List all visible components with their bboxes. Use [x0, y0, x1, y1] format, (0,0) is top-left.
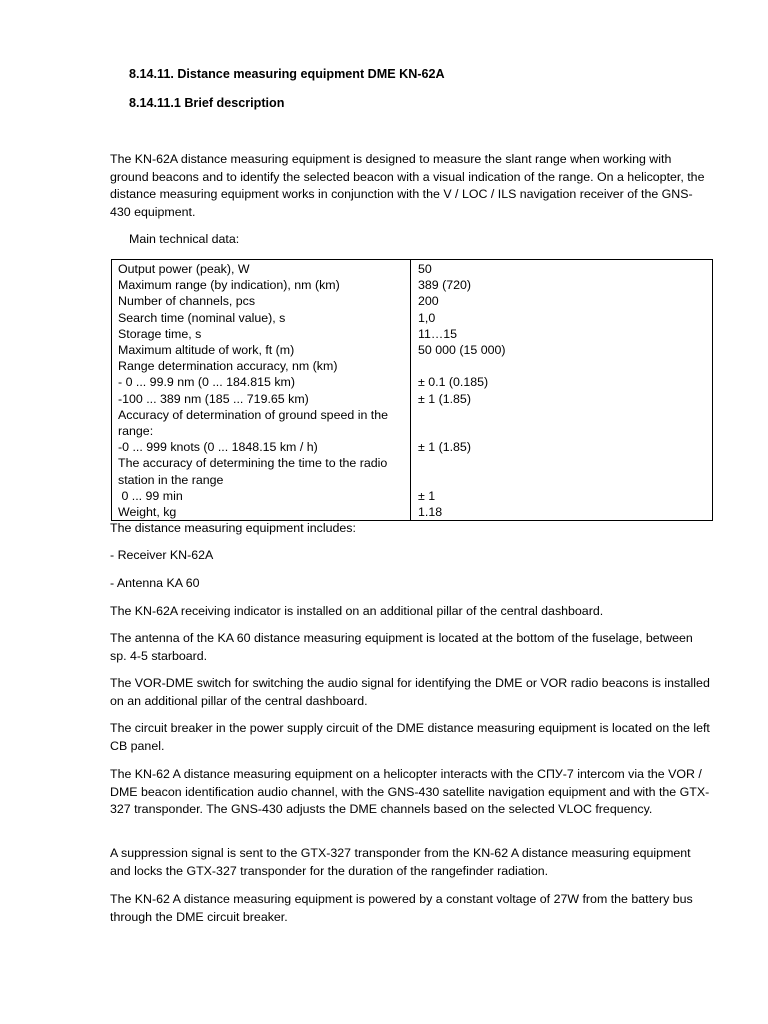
param-cell: Storage time, s — [118, 326, 202, 341]
value-cell — [418, 423, 712, 439]
param-cell: Maximum altitude of work, ft (m) — [118, 343, 295, 358]
value-cell: 11…15 — [418, 326, 458, 341]
param-cell: 0 ... 99 min — [118, 488, 183, 503]
body-paragraph: A suppression signal is sent to the GTX-327 transponder from the KN-62 A distance measuring equipment and locks the GTX-327 transponder for the duration of the rangefinder radiation. — [110, 846, 691, 878]
param-cell: Accuracy of determination of ground speed in the range: — [118, 407, 389, 439]
value-cell — [418, 407, 712, 423]
body-paragraph: The VOR-DME switch for switching the audio signal for identifying the DME or VOR radio beacons is installed on an additional pillar of the central dashboard. — [110, 676, 710, 708]
body-paragraph: The KN-62A receiving indicator is installed on an additional pillar of the central dashboard. — [110, 604, 604, 618]
value-cell: ± 1 (1.85) — [418, 391, 471, 406]
param-cell: Search time (nominal value), s — [118, 310, 286, 325]
intro-paragraph: The KN-62A distance measuring equipment is designed to measure the slant range when working with ground beacons and to identify the selected beacon with a visual indication of the range. On a helicopter, the distance measuring equipment works in conjunction with the V / LOC / ILS navigation receiver of the GNS-430 equipment. — [110, 152, 705, 219]
value-cell — [418, 358, 712, 374]
value-cell: ± 1 — [418, 488, 436, 503]
subsection-heading: 8.14.11.1 Brief description — [129, 96, 285, 110]
section-heading: 8.14.11. Distance measuring equipment DME KN-62A — [129, 67, 445, 81]
includes-item: - Antenna KA 60 — [110, 576, 200, 590]
value-cell: ± 1 (1.85) — [418, 440, 471, 455]
param-cell: Number of channels, pcs — [118, 294, 256, 309]
value-cell: 50 000 (15 000) — [418, 343, 506, 358]
value-cell — [418, 472, 712, 488]
main-data-label: Main technical data: — [129, 232, 240, 246]
param-cell: - 0 ... 99.9 nm (0 ... 184.815 km) — [118, 375, 295, 390]
param-cell: The accuracy of determining the time to the radio station in the range — [118, 456, 388, 487]
body-paragraph: The antenna of the KA 60 distance measuring equipment is located at the bottom of the fuselage, between sp. 4-5 starboard. — [110, 631, 693, 663]
value-cell: 1.18 — [418, 505, 443, 520]
table-param-column — [112, 260, 411, 521]
param-cell: -100 ... 389 nm (185 ... 719.65 km) — [118, 391, 309, 406]
includes-item: - Receiver KN-62A — [110, 548, 214, 562]
table-row — [112, 260, 713, 521]
value-cell — [418, 455, 712, 471]
param-cell: Range determination accuracy, nm (km) — [118, 359, 338, 374]
param-cell: -0 ... 999 knots (0 ... 1848.15 km / h) — [118, 440, 318, 455]
param-cell: Maximum range (by indication), nm (km) — [118, 278, 340, 293]
value-cell: 389 (720) — [418, 278, 472, 293]
technical-data-table — [111, 259, 713, 521]
value-cell: 50 — [418, 262, 432, 276]
param-cell: Weight, kg — [118, 505, 177, 520]
includes-label: The distance measuring equipment includes: — [110, 521, 356, 535]
body-paragraph: The circuit breaker in the power supply circuit of the DME distance measuring equipment is located on the left CB panel. — [110, 721, 710, 753]
value-cell: 200 — [418, 294, 439, 309]
body-paragraph: The KN-62 A distance measuring equipment on a helicopter interacts with the СПУ-7 intercom via the VOR / DME beacon identification audio channel, with the GNS-430 satellite navigation equipment and with the GTX-327 transponder. The GNS-430 adjusts the DME channels based on the selected VLOC frequency. — [110, 767, 710, 816]
param-cell: Output power (peak), W — [118, 262, 250, 276]
table-value-column — [411, 260, 713, 521]
body-paragraph: The KN-62 A distance measuring equipment is powered by a constant voltage of 27W from the battery bus through the DME circuit breaker. — [110, 892, 693, 924]
value-cell: ± 0.1 (0.185) — [418, 375, 489, 390]
value-cell: 1,0 — [418, 310, 436, 325]
